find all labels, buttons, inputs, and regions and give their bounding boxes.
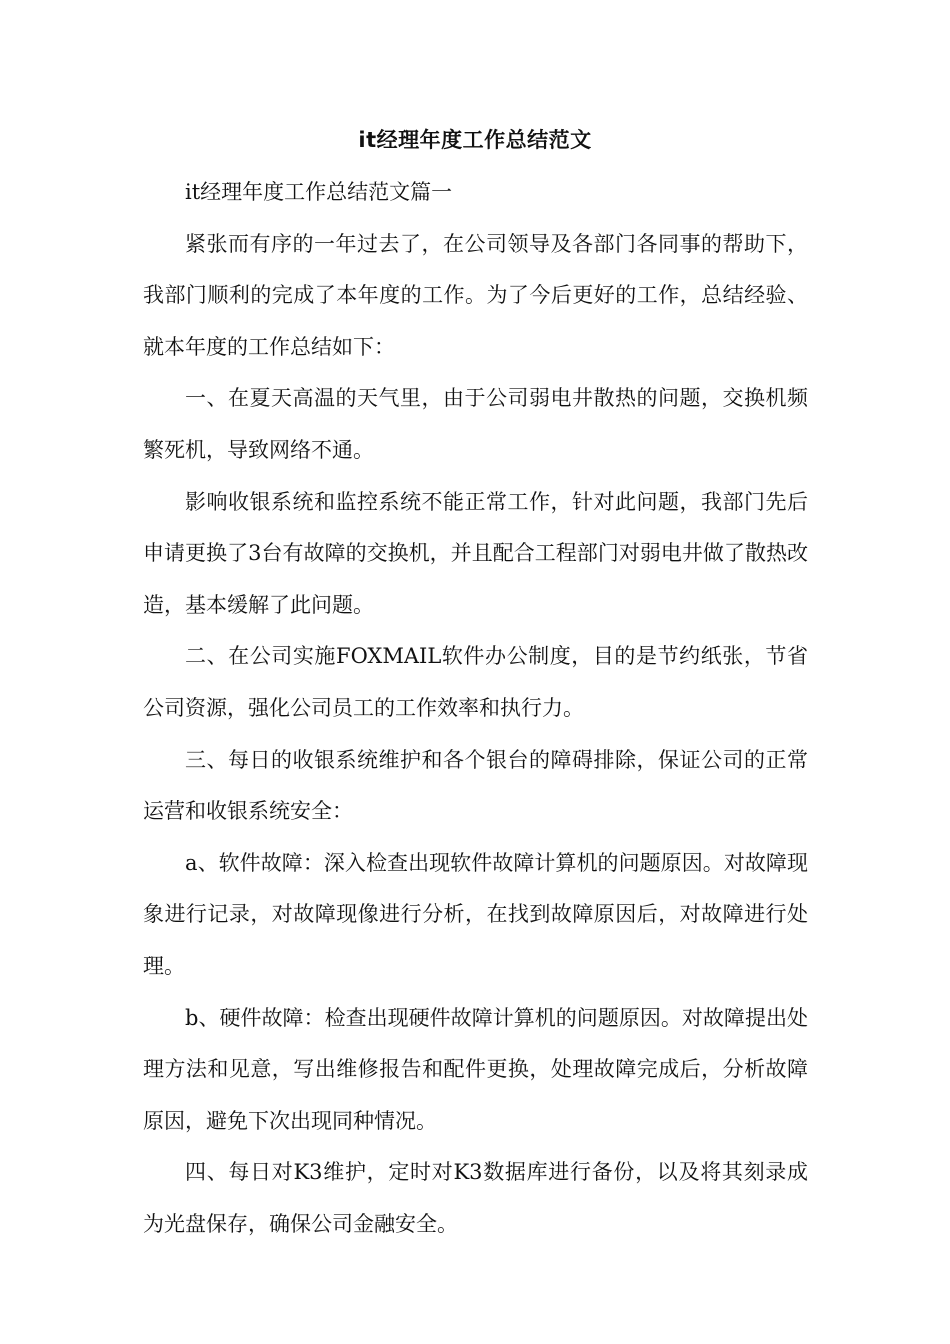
paragraph-intro: 紧张而有序的一年过去了，在公司领导及各部门各同事的帮助下，我部门顺利的完成了本年度的工作。为了今后更好的工作，总结经验、就本年度的工作总结如下：: [143, 231, 808, 359]
paragraph-item-3b: b、硬件故障：检查出现硬件故障计算机的问题原因。对故障提出处理方法和见意，写出维修报告和配件更换，处理故障完成后，分析故障原因，避免下次出现同种情况。: [143, 1005, 808, 1133]
paragraph-subtitle: it经理年度工作总结范文篇一: [185, 180, 453, 204]
paragraph-item-1: 一、在夏天高温的天气里，由于公司弱电井散热的问题，交换机频繁死机，导致网络不通。: [143, 386, 808, 462]
document-title: it经理年度工作总结范文: [358, 128, 592, 152]
paragraph-item-1-detail: 影响收银系统和监控系统不能正常工作，针对此问题，我部门先后申请更换了3台有故障的交换机，并且配合工程部门对弱电井做了散热改造，基本缓解了此问题。: [143, 489, 808, 617]
paragraph-item-3a: a、软件故障：深入检查出现软件故障计算机的问题原因。对故障现象进行记录，对故障现像进行分析，在找到故障原因后，对故障进行处理。: [143, 850, 808, 978]
document-body: [143, 167, 808, 1250]
paragraph-item-3: 三、每日的收银系统维护和各个银台的障碍排除，保证公司的正常运营和收银系统安全：: [143, 747, 808, 824]
paragraph-item-2: 二、在公司实施FOXMAIL软件办公制度，目的是节约纸张，节省公司资源，强化公司员工的工作效率和执行力。: [143, 644, 808, 720]
paragraph-item-4: 四、每日对K3维护，定时对K3数据库进行备份，以及将其刻录成为光盘保存，确保公司金融安全。: [143, 1160, 808, 1236]
